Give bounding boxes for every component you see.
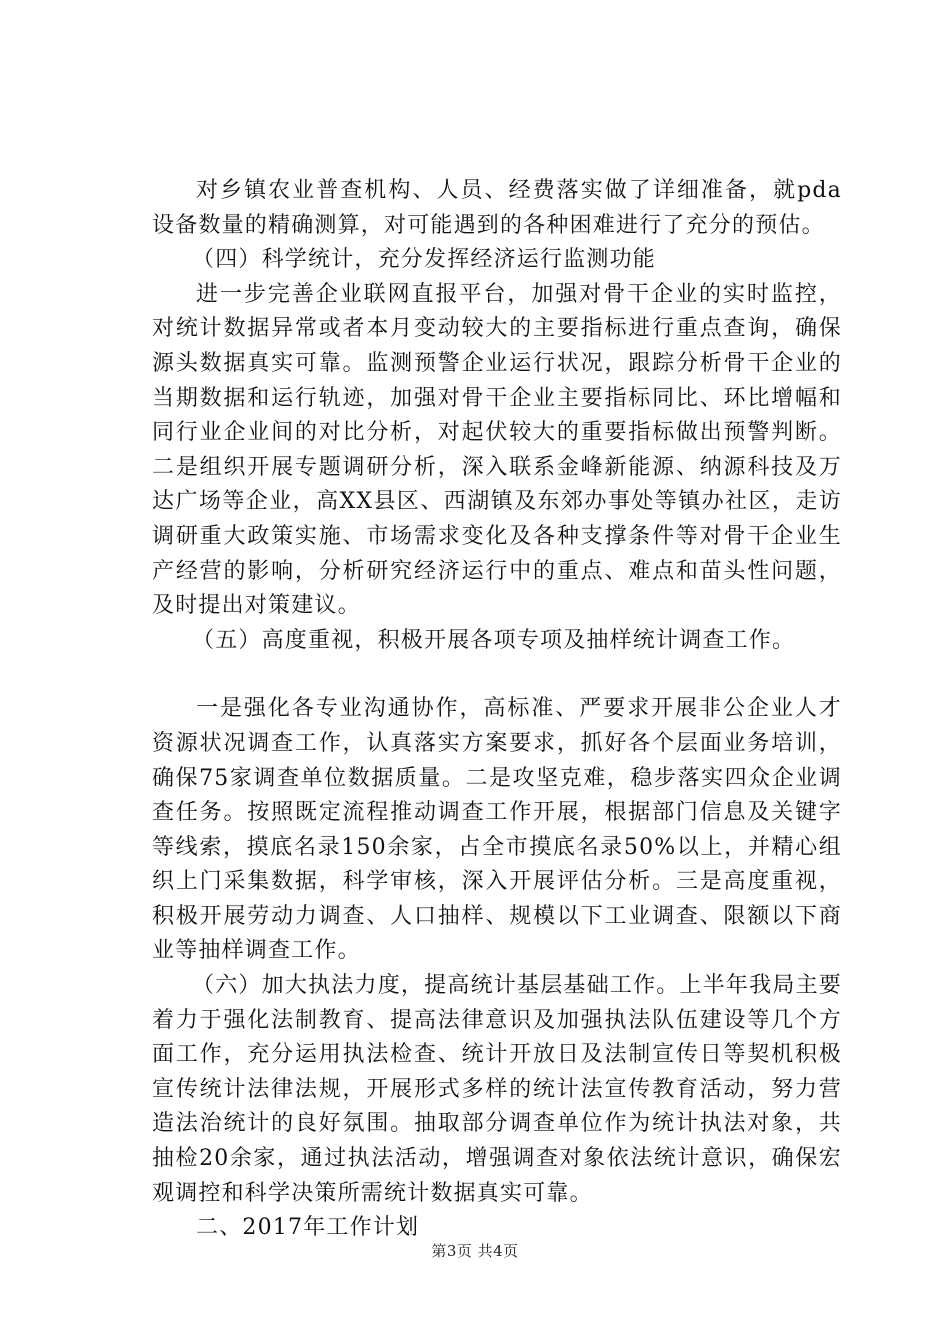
document-body	[152, 174, 842, 1246]
section-heading-5: （五）高度重视，积极开展各项专项及抽样统计调查工作。	[192, 627, 796, 653]
paragraph-economic-monitoring: 进一步完善企业联网直报平台，加强对骨干企业的实时监控，对统计数据异常或者本月变动较大的主要指标进行重点查询，确保源头数据真实可靠。监测预警企业运行状况，跟踪分析骨干企业的当期数据和运行轨迹，加强对骨干企业主要指标同比、环比增幅和同行业企业间的对比分析，对起伏较大的重要指标做出预警判断。二是组织开展专题调研分析，深入联系金峰新能源、纳源科技及万达广场等企业，高XX县区、西湖镇及东郊办事处等镇办社区，走访调研重大政策实施、市场需求变化及各种支撑条件等对骨干企业生产经营的影响，分析研究经济运行中的重点、难点和苗头性问题，及时提出对策建议。	[152, 281, 842, 619]
section-heading-2017-plan: 二、2017年工作计划	[196, 1215, 420, 1241]
paragraph-law-enforcement: （六）加大执法力度，提高统计基层基础工作。上半年我局主要着力于强化法制教育、提高法律意识及加强执法队伍建设等几个方面工作，充分运用执法检查、统计开放日及法制宣传日等契机积极宣传统计法律法规，开展形式多样的统计法宣传教育活动，努力营造法治统计的良好氛围。抽取部分调查单位作为统计执法对象，共抽检20余家，通过执法活动，增强调查对象依法统计意识，确保宏观调控和科学决策所需统计数据真实可靠。	[152, 973, 842, 1206]
page-number-footer: 第3页 共4页	[431, 1242, 519, 1260]
paragraph-census-preparation: 对乡镇农业普查机构、人员、经费落实做了详细准备，就pda设备数量的精确测算，对可能遇到的各种困难进行了充分的预估。	[152, 178, 842, 238]
paragraph-sample-surveys: 一是强化各专业沟通协作，高标准、严要求开展非公企业人才资源状况调查工作，认真落实方案要求，抓好各个层面业务培训，确保75家调查单位数据质量。二是攻坚克难，稳步落实四众企业调查任务。按照既定流程推动调查工作开展，根据部门信息及关键字等线索，摸底名录150余家，占全市摸底名录50%以上，并精心组织上门采集数据，科学审核，深入开展评估分析。三是高度重视，积极开展劳动力调查、人口抽样、规模以下工业调查、限额以下商业等抽样调查工作。	[152, 696, 842, 964]
section-heading-4: （四）科学统计，充分发挥经济运行监测功能	[192, 247, 657, 273]
